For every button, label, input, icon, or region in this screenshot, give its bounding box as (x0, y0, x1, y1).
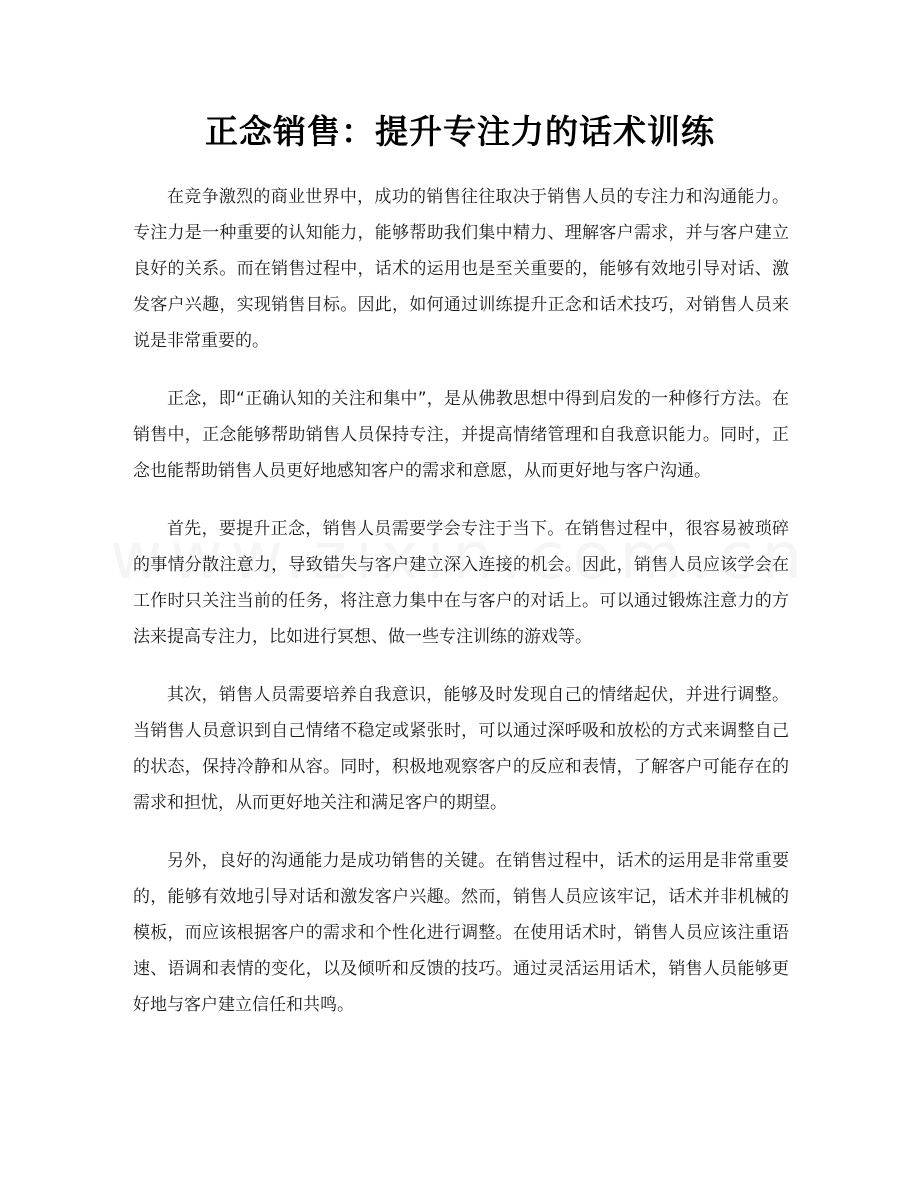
paragraph-3: 首先，要提升正念，销售人员需要学会专注于当下。在销售过程中，很容易被琐碎的事情分散注意力，导致错失与客户建立深入连接的机会。因此，销售人员应该学会在工作时只关注当前的任务，将注意力集中在与客户的对话上。可以通过锻炼注意力的方法来提高专注力，比如进行冥想、做一些专注训练的游戏等。 (133, 519, 789, 647)
paragraph-1: 在竞争激烈的商业世界中，成功的销售往往取决于销售人员的专注力和沟通能力。专注力是一种重要的认知能力，能够帮助我们集中精力、理解客户需求，并与客户建立良好的关系。而在销售过程中，话术的运用也是至关重要的，能够有效地引导对话、激发客户兴趣，实现销售目标。因此，如何通过训练提升正念和话术技巧，对销售人员来说是非常重要的。 (133, 187, 789, 351)
paragraph-2: 正念，即“正确认知的关注和集中”，是从佛教思想中得到启发的一种修行方法。在销售中，正念能够帮助销售人员保持专注，并提高情绪管理和自我意识能力。同时，正念也能帮助销售人员更好地感知客户的需求和意愿，从而更好地与客户沟通。 (133, 389, 789, 481)
paragraph-5: 另外，良好的沟通能力是成功销售的关键。在销售过程中，话术的运用是非常重要的，能够有效地引导对话和激发客户兴趣。然而，销售人员应该牢记，话术并非机械的模板，而应该根据客户的需求和个性化进行调整。在使用话术时，销售人员应该注重语速、语调和表情的变化，以及倾听和反馈的技巧。通过灵活运用话术，销售人员能够更好地与客户建立信任和共鸣。 (133, 851, 789, 1015)
paragraph-4: 其次，销售人员需要培养自我意识，能够及时发现自己的情绪起伏，并进行调整。当销售人员意识到自己情绪不稳定或紧张时，可以通过深呼吸和放松的方式来调整自己的状态，保持冷静和从容。同时，积极地观察客户的反应和表情，了解客户可能存在的需求和担忧，从而更好地关注和满足客户的期望。 (133, 685, 789, 813)
document-body (133, 179, 789, 1045)
document-title: 正念销售：提升专注力的话术训练 (205, 112, 715, 151)
